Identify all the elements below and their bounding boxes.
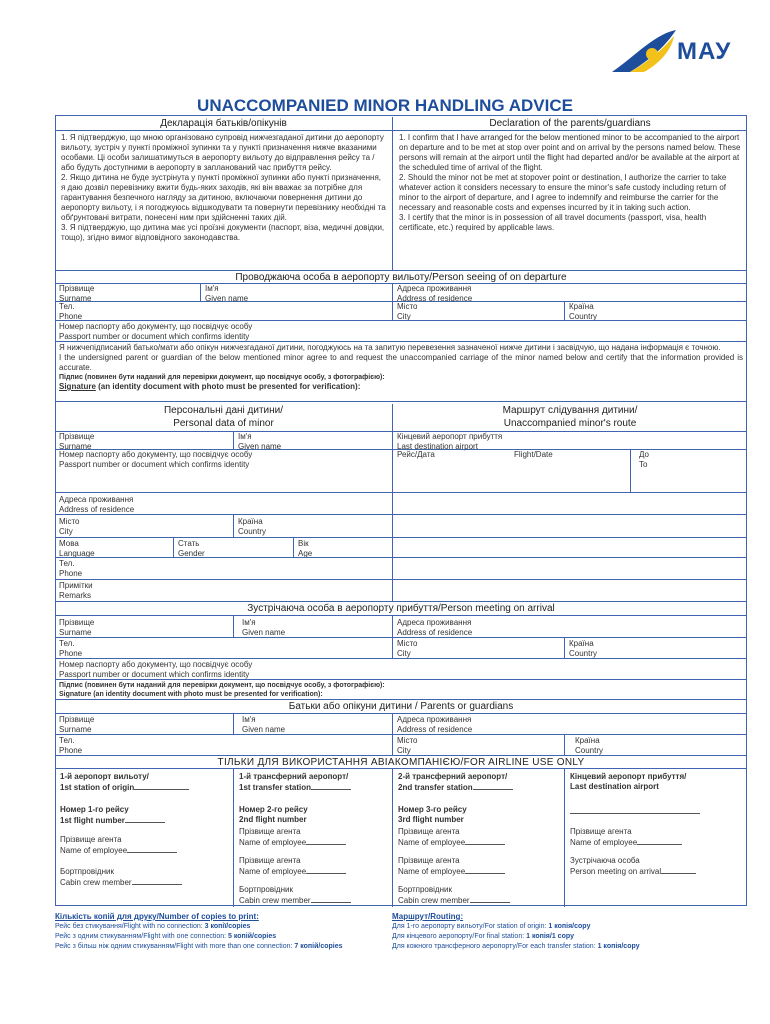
consent-uk: Я нижчепідписаний батько/мати або опікун нижчезгаданої дитини, погоджуюсь на та запитую перевезення зазначеної нижче дитини і засвідчую, що надана інформація є точною. — [59, 343, 721, 352]
airline-col-transfer2 — [392, 769, 564, 907]
minor-row-addr — [55, 492, 747, 514]
minor-country[interactable]: Країна Country — [233, 515, 392, 538]
parents-head: Батьки або опікуни дитини / Parents or guardians — [55, 699, 747, 713]
flight2-label[interactable]: Номер 2-го рейсу 2nd flight number — [239, 805, 308, 824]
parents-row-phone — [55, 734, 747, 755]
origin-agent[interactable]: Прізвище агента Name of employee — [60, 835, 228, 856]
flight1-label[interactable]: Номер 1-го рейсу 1st flight number — [60, 805, 228, 826]
decl-en-1: 1. I confirm that I have arranged for the below mentioned minor to be accompanied to the airport on departure and to be met at stop over point and on arrival by the persons named below. These persons will remain at the airport until the flight had departed and/or be available at the airport at the scheduled time of arrival of the flight. — [399, 133, 741, 172]
final-dest-label[interactable]: Кінцевий аеропорт прибуття/ Last destination airport — [570, 772, 687, 791]
routing-line-2: Для кінцевого аеропорту/For final station: 1 копія/1 copy — [392, 933, 575, 940]
copies-line-1: Рейс без стикування/Flight with no connection: 3 копії/copies — [55, 923, 251, 930]
footer-copies — [55, 912, 385, 952]
meet-passport[interactable]: Номер паспорту або документу, що посвідчує особу Passport number or document which confirms identity — [55, 658, 747, 679]
minor-row-passport — [55, 449, 747, 492]
decl-en-3: 3. I certify that the minor is in possession of all travel documents (passport, visa, health certificate, etc.) required by applicable laws. — [399, 213, 707, 232]
routing-line-1: Для 1-го аеропорту вильоту/For station of origin: 1 копія/copy — [392, 923, 591, 930]
parents-country[interactable]: Країна Country — [564, 735, 747, 756]
minor-row-city — [55, 514, 747, 537]
decl-uk-2: 2. Якщо дитина не буде зустрінута у пункті проміжної зупинки або пункті призначення, я даю дозвіл перевізнику вжити будь-яких заходів, які він вважає за потрібне для гарантування безпечного нагляду за дитиною, включаючи повернення дитини до аеропорту вильоту, і я погоджуюсь відшкодувати та повернути перевізнику необхідні та обґрунтовані витрати, понесені ним при здійсненні таких дій. — [61, 173, 386, 222]
minor-given[interactable]: Ім'я Given name — [233, 432, 392, 450]
minor-age[interactable]: Вік Age — [293, 538, 392, 558]
copies-line-2: Рейс з одним стикуванням/Flight with one connection: 5 копій/copies — [55, 933, 277, 940]
airline-col-final — [564, 769, 747, 907]
seeoff-address[interactable]: Адреса проживання Address of residence — [392, 284, 747, 302]
parents-surname[interactable]: Прізвище Surname — [59, 715, 95, 734]
parents-phone[interactable]: Тел. Phone — [59, 736, 83, 755]
routing-title: Маршрут/Routing: — [392, 912, 464, 921]
origin-label[interactable]: 1-й аеропорт вильоту/ 1st station of origin — [60, 772, 228, 793]
transfer2-agent[interactable]: Прізвище агента Name of employee — [398, 827, 559, 848]
seeoff-row-phone — [55, 301, 747, 320]
transfer2-label[interactable]: 2-й трансферний аеропорт/ 2nd transfer station — [398, 772, 559, 793]
seeoff-city[interactable]: Місто City — [392, 302, 564, 321]
mau-logo-text: МАУ — [677, 38, 732, 65]
airline-col-transfer1 — [233, 769, 392, 907]
decl-en-2: 2. Should the minor not be met at stopover point or destination, I authorize the carrier to take whatever action it considers necessary to ensure the minor's safe custody including return of minor to the airport of departure, and I agree to indemnify and reimburse the carrier for the necessary and reasonable costs and expenses incurred by it in taking such action. — [399, 173, 727, 212]
meet-surname[interactable]: Прізвище Surname — [59, 618, 95, 637]
transfer1-agent-2[interactable]: Прізвище агента Name of employee — [239, 856, 387, 877]
transfer2-agent-2[interactable]: Прізвище агента Name of employee — [398, 856, 559, 877]
airline-col-origin — [55, 769, 233, 907]
minor-remarks[interactable]: Примітки Remarks — [59, 581, 93, 600]
transfer1-crew[interactable]: Бортпровідник Cabin crew member — [239, 885, 387, 906]
consent-en: I the undersigned parent or guardian of the below mentioned minor agree to and request the unaccompanied carriage of the minor named below and certify that the information provided is accurate. — [59, 353, 743, 372]
copies-title: Кількість копій для друку/Number of copies to print: — [55, 912, 259, 921]
seeoff-surname[interactable]: Прізвище Surname — [59, 284, 95, 303]
transfer1-agent[interactable]: Прізвище агента Name of employee — [239, 827, 387, 848]
meet-sign[interactable]: Підпис (повинен бути наданий для перевірки документ, що посвідчує особу, з фотографією): Signature (an identity document with photo must be presented for verification): — [55, 679, 747, 699]
decl-head-en: Declaration of the parents/guardians — [392, 117, 747, 130]
final-meet[interactable]: Зустрічаюча особа Person meeting on arrival — [570, 856, 742, 877]
minor-address[interactable]: Адреса проживання Address of residence — [59, 495, 135, 514]
final-agent[interactable]: Прізвище агента Name of employee — [570, 827, 742, 848]
minor-passport[interactable]: Номер паспорту або документу, що посвідчує особу Passport number or document which confirms identity — [59, 450, 253, 469]
meet-row-name — [55, 615, 747, 637]
final-dest-line[interactable] — [570, 806, 742, 817]
meet-row-phone — [55, 637, 747, 658]
parents-address[interactable]: Адреса проживання Address of residence — [392, 714, 747, 735]
meet-country[interactable]: Країна Country — [564, 638, 747, 659]
form-title: UNACCOMPANIED MINOR HANDLING ADVICE — [197, 96, 573, 115]
seeoff-country[interactable]: Країна Country — [564, 302, 747, 321]
minor-row-name — [55, 431, 747, 449]
minor-heads — [55, 401, 747, 431]
route-to[interactable]: До To — [630, 450, 747, 493]
parents-city[interactable]: Місто City — [392, 735, 564, 756]
meet-given[interactable]: Ім'я Given name — [233, 616, 392, 638]
transfer2-crew[interactable]: Бортпровідник Cabin crew member — [398, 885, 559, 906]
minor-head: Персональні дані дитини/ Personal data of minor — [163, 405, 284, 429]
airline-head: ТІЛЬКИ ДЛЯ ВИКОРИСТАННЯ АВІАКОМПАНІЄЮ/FOR AIRLINE USE ONLY — [55, 755, 747, 769]
seeoff-sign-en[interactable]: Signature (an identity document with photo must be presented for verification): — [59, 382, 361, 391]
seeoff-phone[interactable]: Тел. Phone — [59, 302, 83, 321]
decl-head-uk: Декларація батьків/опікунів — [160, 118, 287, 129]
minor-surname[interactable]: Прізвище Surname — [59, 432, 95, 451]
decl-uk-3: 3. Я підтверджую, що дитина має усі проїзні документи (паспорт, віза, медичні довідки, тощо), згідно вимог відповідного законодавства. — [61, 223, 385, 242]
meet-head: Зустрічаюча особа в аеропорту прибуття/Person meeting on arrival — [55, 601, 747, 615]
minor-language[interactable]: Мова Language — [59, 539, 95, 558]
route-flight-date[interactable]: Flight/Date — [514, 450, 553, 459]
minor-row-phone — [55, 557, 747, 579]
seeoff-consent — [55, 341, 747, 401]
airline-grid — [55, 768, 747, 906]
minor-phone[interactable]: Тел. Phone — [59, 559, 83, 578]
decl-body — [55, 130, 747, 270]
minor-row-remarks — [55, 579, 747, 601]
seeoff-row-name — [55, 283, 747, 301]
flight3-label[interactable]: Номер 3-го рейсу 3rd flight number — [398, 805, 467, 824]
seeoff-passport[interactable]: Номер паспорту або документу, що посвідчує особу Passport number or document which confirms identity — [55, 320, 747, 341]
route-final[interactable]: Кінцевий аеропорт прибуття Last destination airport — [392, 432, 747, 450]
routing-line-3: Для кожного трансферного аеропорту/For each transfer station: 1 копія/copy — [392, 943, 640, 950]
copies-line-3: Рейс з більш ніж одним стикуванням/Flight with more than one connection: 7 копій/copies — [55, 943, 343, 950]
parents-given[interactable]: Ім'я Given name — [233, 714, 392, 735]
route-flight-label[interactable]: Рейс/Дата — [392, 450, 510, 493]
seeoff-sign-uk: Підпис (повинен бути наданий для перевірки документ, що посвідчує особу, з фотографією): — [59, 374, 385, 381]
transfer1-label[interactable]: 1-й трансферний аеропорт/ 1st transfer station — [239, 772, 387, 793]
minor-gender[interactable]: Стать Gender — [173, 538, 293, 558]
seeoff-head: Проводжаюча особа в аеропорту вильоту/Person seeing of on departure — [55, 270, 747, 284]
meet-address[interactable]: Адреса проживання Address of residence — [392, 616, 747, 638]
decl-uk-1: 1. Я підтверджую, що мною організовано супровід нижчезгаданої дитини до аеропорту вильоту, зустріч у пункті проміжної зупинки та у пункті призначення нижче вказаними особами. Ці особи залишатимуться в аеропорту вильоту до відправлення рейсу та / або будуть доступними в аеропорту в запланований час прибуття рейсу. — [61, 133, 384, 172]
origin-crew[interactable]: Бортпровідник Cabin crew member — [60, 867, 228, 888]
route-head: Маршрут слідування дитини/ Unaccompanied minor's route — [392, 404, 747, 432]
meet-phone[interactable]: Тел. Phone — [59, 639, 83, 658]
minor-city[interactable]: Місто City — [59, 517, 80, 536]
meet-city[interactable]: Місто City — [392, 638, 564, 659]
footer-routing — [392, 912, 747, 952]
seeoff-given[interactable]: Ім'я Given name — [200, 284, 392, 302]
parents-row-name — [55, 713, 747, 734]
minor-row-lang — [55, 537, 747, 557]
